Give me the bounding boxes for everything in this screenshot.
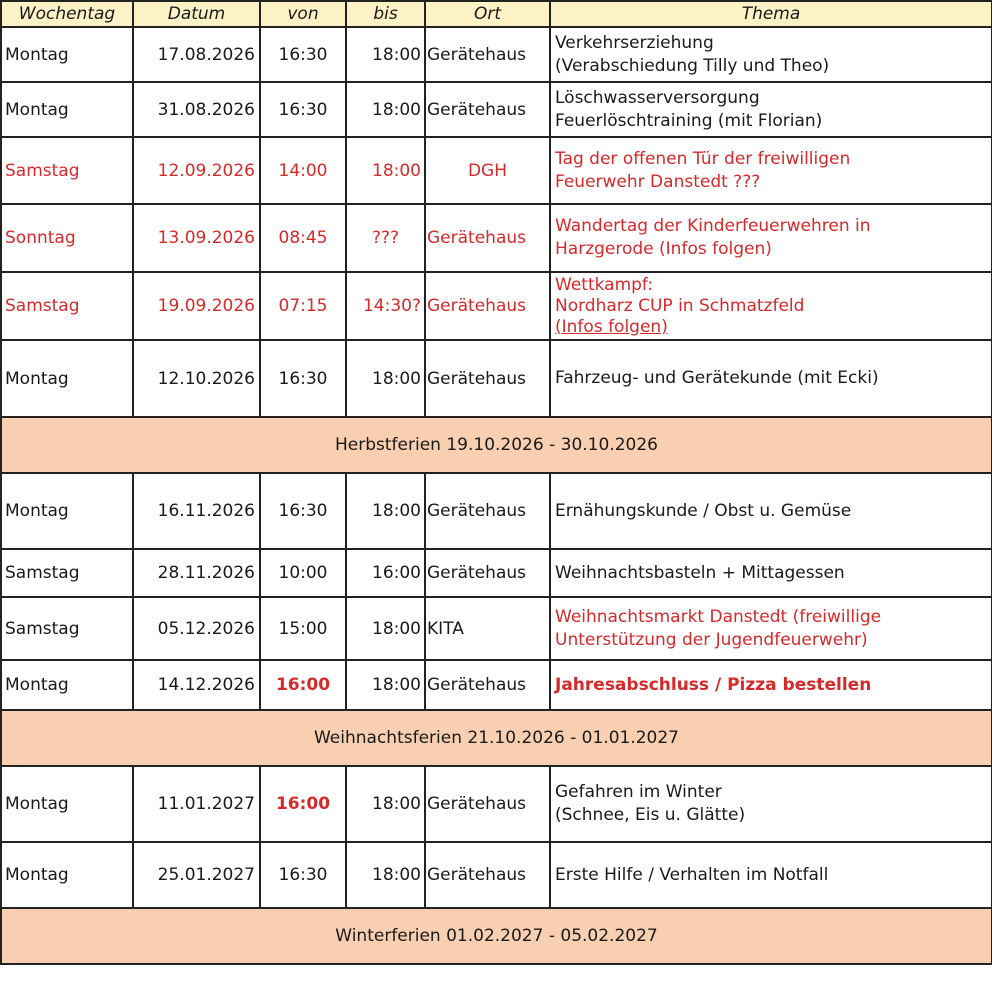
holiday-label: Winterferien 01.02.2027 - 05.02.2027 bbox=[1, 908, 992, 964]
cell-topic bbox=[550, 27, 992, 82]
cell-day: Samstag bbox=[1, 272, 133, 340]
cell-to: ??? bbox=[346, 204, 425, 272]
cell-to: 18:00 bbox=[346, 766, 425, 842]
topic-line: Fahrzeug- und Gerätekunde (mit Ecki) bbox=[555, 368, 879, 388]
cell-topic bbox=[550, 549, 992, 597]
cell-topic bbox=[550, 82, 992, 137]
cell-to: 18:00 bbox=[346, 27, 425, 82]
table-row bbox=[1, 660, 992, 710]
cell-from: 10:00 bbox=[260, 549, 346, 597]
cell-place: Gerätehaus bbox=[425, 340, 550, 417]
holiday-label: Herbstferien 19.10.2026 - 30.10.2026 bbox=[1, 417, 992, 473]
topic-line: Wettkampf: bbox=[555, 274, 654, 295]
cell-place: Gerätehaus bbox=[425, 82, 550, 137]
header-ort: Ort bbox=[425, 1, 550, 27]
table-row bbox=[1, 340, 992, 417]
topic-line: (Schnee, Eis u. Glätte) bbox=[555, 805, 746, 825]
cell-topic bbox=[550, 204, 992, 272]
table-row bbox=[1, 137, 992, 204]
topic-line: Löschwasserversorgung bbox=[555, 87, 760, 108]
cell-topic bbox=[550, 597, 992, 660]
cell-day: Samstag bbox=[1, 597, 133, 660]
cell-topic bbox=[550, 660, 992, 710]
cell-to: 18:00 bbox=[346, 597, 425, 660]
cell-date: 05.12.2026 bbox=[133, 597, 260, 660]
header-datum: Datum bbox=[133, 1, 260, 27]
cell-topic bbox=[550, 137, 992, 204]
cell-date: 13.09.2026 bbox=[133, 204, 260, 272]
cell-day: Montag bbox=[1, 27, 133, 82]
topic-line: Weihnachtsmarkt Danstedt (freiwillige bbox=[555, 606, 882, 627]
cell-date: 12.10.2026 bbox=[133, 340, 260, 417]
cell-to: 16:00 bbox=[346, 549, 425, 597]
cell-topic bbox=[550, 473, 992, 549]
header-thema: Thema bbox=[550, 1, 992, 27]
table-row bbox=[1, 204, 992, 272]
cell-date: 17.08.2026 bbox=[133, 27, 260, 82]
header-bis: bis bbox=[346, 1, 425, 27]
cell-to: 18:00 bbox=[346, 842, 425, 908]
cell-day: Montag bbox=[1, 842, 133, 908]
topic-line: Erste Hilfe / Verhalten im Notfall bbox=[555, 864, 829, 885]
cell-date: 11.01.2027 bbox=[133, 766, 260, 842]
header-von: von bbox=[260, 1, 346, 27]
cell-from: 16:30 bbox=[260, 340, 346, 417]
cell-place: Gerätehaus bbox=[425, 204, 550, 272]
cell-day: Montag bbox=[1, 340, 133, 417]
topic-line: Weihnachtsbasteln + Mittagessen bbox=[555, 562, 845, 583]
cell-date: 19.09.2026 bbox=[133, 272, 260, 340]
holiday-label: Weihnachtsferien 21.10.2026 - 01.01.2027 bbox=[1, 710, 992, 766]
table-row bbox=[1, 549, 992, 597]
table-row bbox=[1, 842, 992, 908]
cell-day: Montag bbox=[1, 82, 133, 137]
cell-date: 12.09.2026 bbox=[133, 137, 260, 204]
cell-to: 18:00 bbox=[346, 137, 425, 204]
cell-day: Montag bbox=[1, 473, 133, 549]
cell-to: 18:00 bbox=[346, 660, 425, 710]
header-row bbox=[1, 1, 992, 27]
table-row bbox=[1, 766, 992, 842]
topic-line: Gefahren im Winter bbox=[555, 782, 722, 802]
cell-place: DGH bbox=[425, 137, 550, 204]
cell-date: 28.11.2026 bbox=[133, 549, 260, 597]
cell-place: Gerätehaus bbox=[425, 660, 550, 710]
holiday-row bbox=[1, 417, 992, 473]
topic-line: (Infos folgen) bbox=[555, 316, 668, 337]
cell-day: Samstag bbox=[1, 549, 133, 597]
cell-day: Montag bbox=[1, 660, 133, 710]
table-row bbox=[1, 82, 992, 137]
cell-place: Gerätehaus bbox=[425, 549, 550, 597]
header-wochentag: Wochentag bbox=[1, 1, 133, 27]
cell-topic bbox=[550, 842, 992, 908]
cell-place: Gerätehaus bbox=[425, 766, 550, 842]
cell-from: 16:30 bbox=[260, 27, 346, 82]
table-row bbox=[1, 473, 992, 549]
cell-topic bbox=[550, 766, 992, 842]
cell-from: 16:30 bbox=[260, 473, 346, 549]
topic-line: Jahresabschluss / Pizza bestellen bbox=[555, 674, 872, 695]
table-row bbox=[1, 27, 992, 82]
cell-from: 07:15 bbox=[260, 272, 346, 340]
topic-line: Unterstützung der Jugendfeuerwehr) bbox=[555, 629, 868, 650]
topic-line: Nordharz CUP in Schmatzfeld bbox=[555, 295, 805, 316]
table-row bbox=[1, 272, 992, 340]
cell-place: KITA bbox=[425, 597, 550, 660]
cell-from: 16:30 bbox=[260, 842, 346, 908]
topic-line: Verkehrserziehung bbox=[555, 32, 714, 53]
cell-place: Gerätehaus bbox=[425, 27, 550, 82]
table-row bbox=[1, 597, 992, 660]
cell-topic bbox=[550, 340, 992, 417]
topic-line: Feuerlöschtraining (mit Florian) bbox=[555, 110, 823, 131]
topic-line: (Verabschiedung Tilly und Theo) bbox=[555, 55, 830, 76]
topic-line: Harzgerode (Infos folgen) bbox=[555, 239, 772, 259]
cell-to: 14:30? bbox=[346, 272, 425, 340]
topic-line: Wandertag der Kinderfeuerwehren in bbox=[555, 216, 871, 236]
holiday-row bbox=[1, 908, 992, 964]
cell-day: Sonntag bbox=[1, 204, 133, 272]
cell-place: Gerätehaus bbox=[425, 842, 550, 908]
cell-from: 15:00 bbox=[260, 597, 346, 660]
cell-from: 08:45 bbox=[260, 204, 346, 272]
cell-date: 14.12.2026 bbox=[133, 660, 260, 710]
cell-date: 16.11.2026 bbox=[133, 473, 260, 549]
topic-line: Feuerwehr Danstedt ??? bbox=[555, 171, 761, 192]
cell-from: 16:30 bbox=[260, 82, 346, 137]
cell-from: 16:00 bbox=[260, 766, 346, 842]
cell-topic bbox=[550, 272, 992, 340]
topic-line: Ernähungskunde / Obst u. Gemüse bbox=[555, 500, 852, 521]
cell-from: 14:00 bbox=[260, 137, 346, 204]
cell-day: Samstag bbox=[1, 137, 133, 204]
topic-line: Tag der offenen Tür der freiwilligen bbox=[555, 148, 851, 169]
cell-place: Gerätehaus bbox=[425, 473, 550, 549]
cell-date: 31.08.2026 bbox=[133, 82, 260, 137]
cell-to: 18:00 bbox=[346, 473, 425, 549]
holiday-row bbox=[1, 710, 992, 766]
cell-from: 16:00 bbox=[260, 660, 346, 710]
cell-date: 25.01.2027 bbox=[133, 842, 260, 908]
cell-to: 18:00 bbox=[346, 82, 425, 137]
cell-day: Montag bbox=[1, 766, 133, 842]
cell-to: 18:00 bbox=[346, 340, 425, 417]
cell-place: Gerätehaus bbox=[425, 272, 550, 340]
